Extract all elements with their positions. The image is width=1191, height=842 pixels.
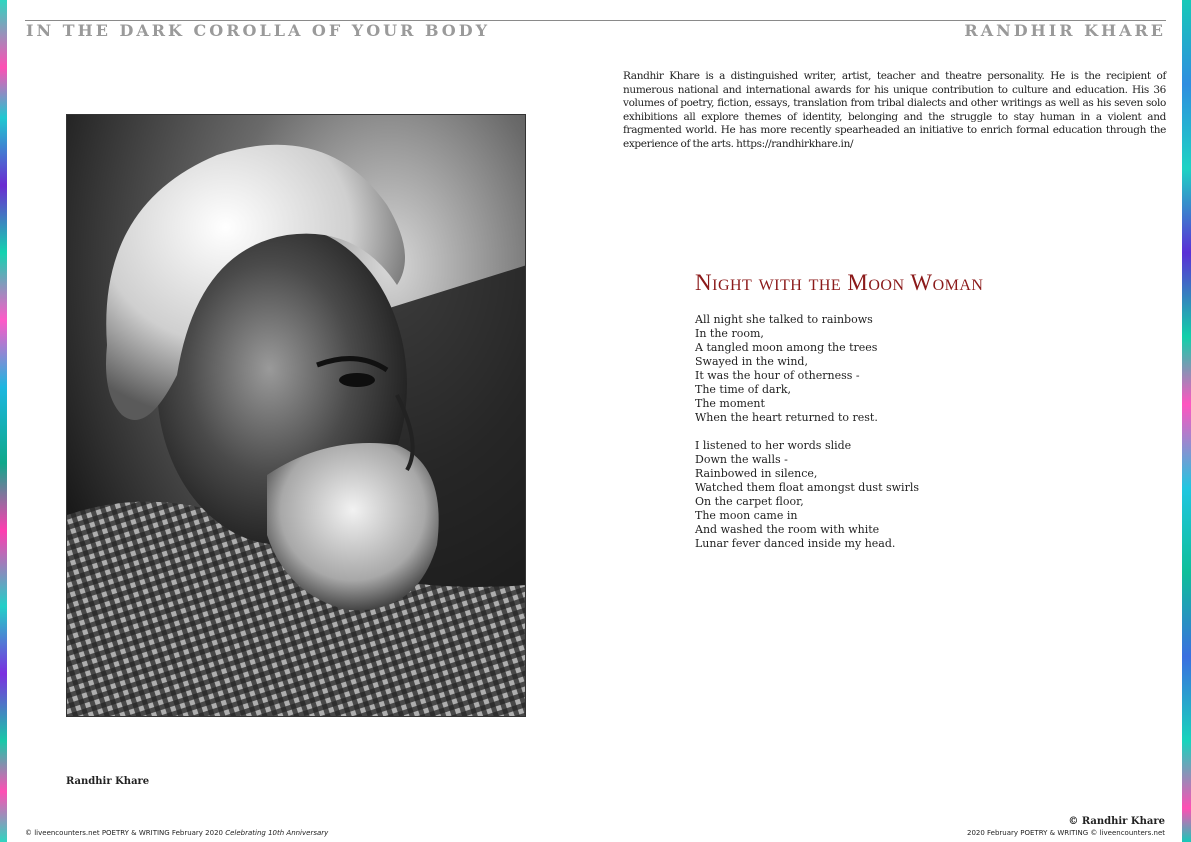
footer-right: 2020 February POETRY & WRITING © liveencounters.net [967,829,1165,837]
poem-line: The moment [695,397,765,410]
footer-left [25,829,328,837]
poem-line: When the heart returned to rest. [695,411,878,424]
poem-title: Night with the Moon Woman [695,270,984,295]
poem-line: And washed the room with white [695,523,880,536]
header-section-title: IN THE DARK COROLLA OF YOUR BODY [26,21,491,40]
bio-text: Randhir Khare is a distinguished writer, artist, teacher and theatre personality. He is the recipient of numerous national and international awards for his unique contribution to culture and education. His 36 volumes of poetry, fiction, essays, translation from tribal dialects and other writings as well as his seven solo exhibitions all explore themes of identity, belonging and the struggle to stay human in a violent and fragmented world. He has more recently spearheaded an initiative to enrich formal education through the experience of the arts. [623,70,1166,150]
author-portrait-photo [66,114,526,717]
author-bio [623,70,1166,152]
footer-left-text: © liveencounters.net POETRY & WRITING February 2020 [25,829,223,837]
poem-line: Swayed in the wind, [695,355,808,368]
decorative-border-right [1182,0,1191,842]
poem-stanza [695,439,919,551]
poem-line: The moon came in [695,509,798,522]
header-author-name: RANDHIR KHARE [964,21,1166,40]
poem-line: Rainbowed in silence, [695,467,818,480]
poem-line: All night she talked to rainbows [695,313,873,326]
poem-line: A tangled moon among the trees [695,341,878,354]
poem-line: In the room, [695,327,764,340]
poem-line: The time of dark, [695,383,792,396]
poem-line: Down the walls - [695,453,788,466]
poem-line: It was the hour of otherness - [695,369,860,382]
footer-anniversary-text: Celebrating 10th Anniversary [225,829,329,837]
poem-line: Watched them float amongst dust swirls [695,481,919,494]
poem-line: Lunar fever danced inside my head. [695,537,896,550]
copyright-notice: © Randhir Khare [1068,816,1165,827]
poem-stanza [695,313,919,425]
poem-line: I listened to her words slide [695,439,852,452]
author-website-link[interactable]: https://randhirkhare.in/ [736,137,854,150]
photo-caption: Randhir Khare [66,776,150,787]
poem-body [695,313,919,565]
poem-line: On the carpet floor, [695,495,804,508]
decorative-border-left [0,0,7,842]
